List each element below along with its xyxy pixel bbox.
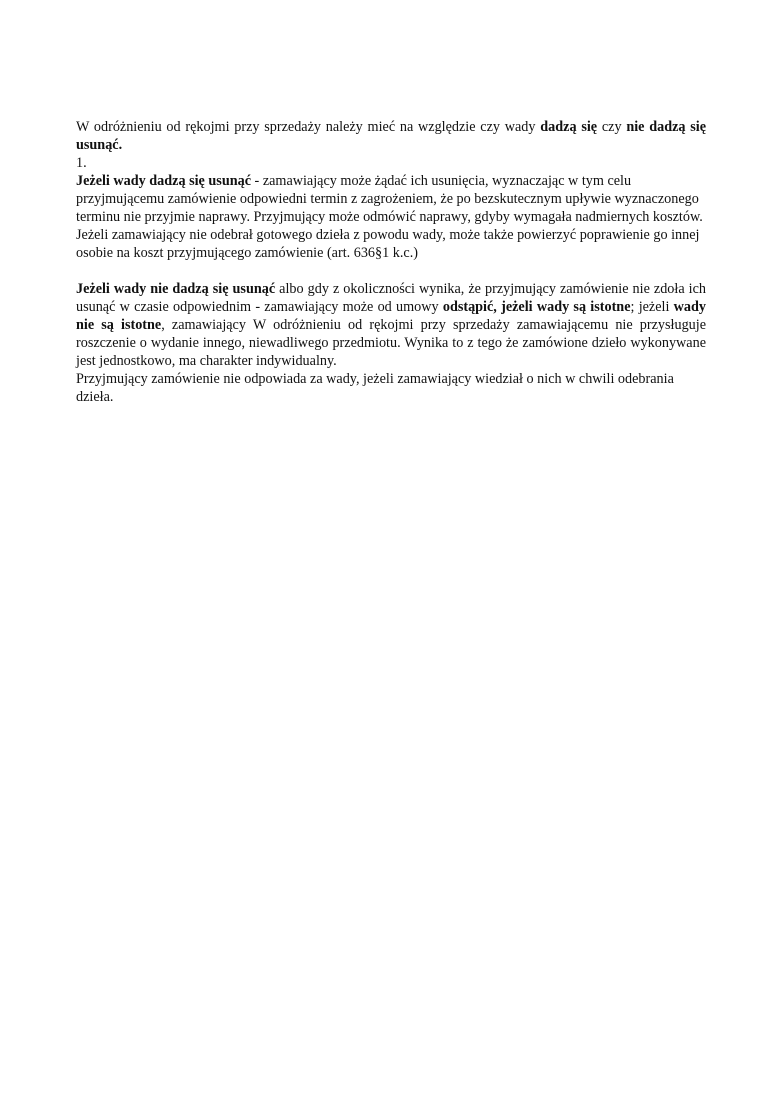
para2-bold-3: wady nie są istotne xyxy=(76,299,706,333)
para2-text-1: albo gdy z okoliczności wynika, że przyjmujący zamówienie nie zdoła ich usunąć w czasie odpowiednim - zamawiający może od umowy xyxy=(76,281,706,315)
paragraph-spacer xyxy=(76,262,706,280)
para2-bold-2: odstąpić, jeżeli wady są istotne xyxy=(442,299,631,315)
para1-bold-heading: Jeżeli wady dadzą się usunąć xyxy=(76,173,251,189)
para2-bold-heading: Jeżeli wady nie dadzą się usunąć xyxy=(76,281,276,297)
paragraph-liability: Przyjmujący zamówienie nie odpowiada za wady, jeżeli zamawiający wiedział o nich w chwili odebrania dzieła. xyxy=(76,371,674,405)
list-number: 1. xyxy=(76,155,87,171)
intro-bold-2: nie dadzą się usunąć. xyxy=(76,119,707,153)
document-body xyxy=(76,118,706,406)
paragraph-removable-defects xyxy=(76,172,706,262)
intro-paragraph xyxy=(76,118,706,154)
para1-text: - zamawiający może żądać ich usunięcia, wyznaczając w tym celu przyjmującemu zamówienie odpowiedni termin z zagrożeniem, że po bezskutecznym upływie wyznaczonego terminu nie przyjmie naprawy. Przyjmujący może odmówić naprawy, gdyby wymagała nadmiernych kosztów. Jeżeli zamawiający nie odebrał gotowego dzieła z powodu wady, może także powierzyć poprawienie go innej osobie na koszt przyjmującego zamówienie (art. 636§1 k.c.) xyxy=(76,173,703,261)
intro-bold-1: dadzą się xyxy=(540,119,598,135)
intro-text-2: czy xyxy=(597,119,627,135)
para2-text-3: , zamawiający W odróżnieniu od rękojmi przy sprzedaży zamawiającemu nie przysługuje roszczenie o wydanie innego, niewadliwego przedmiotu. Wynika to z tego że zamówione dzieło wykonywane jest jednostkowo, ma charakter indywidualny. xyxy=(76,317,706,369)
paragraph-non-removable-defects xyxy=(76,280,706,370)
intro-text-1: W odróżnieniu od rękojmi przy sprzedaży należy mieć na względzie czy wady xyxy=(76,119,541,135)
para2-text-2: ; jeżeli xyxy=(630,299,674,315)
